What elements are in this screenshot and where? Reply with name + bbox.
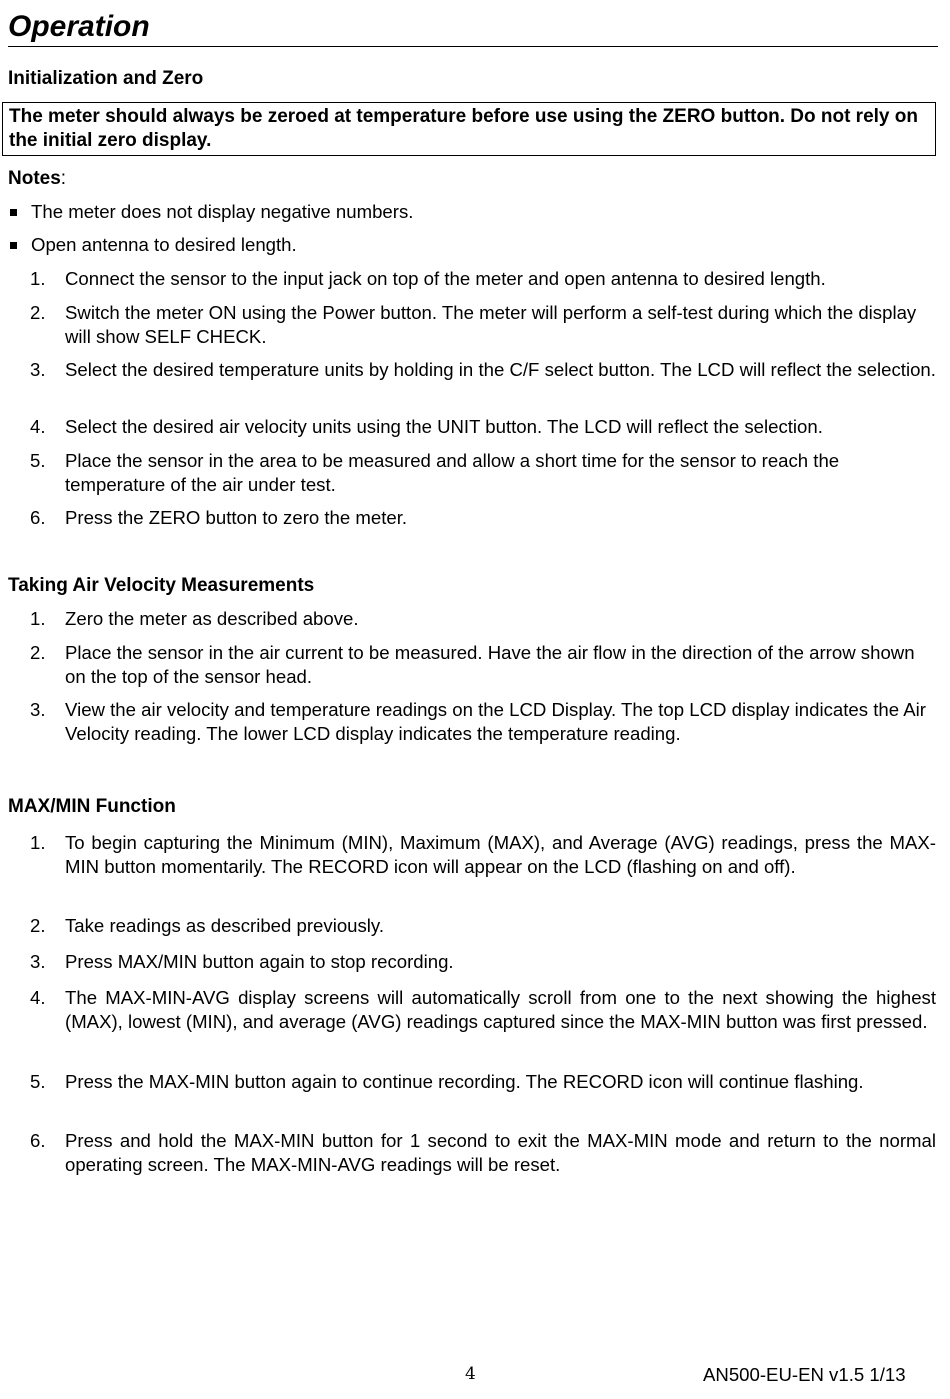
init-step [30, 506, 936, 530]
maxmin-step [30, 950, 936, 974]
step-number: 6. [30, 1130, 46, 1151]
step-number: 4. [30, 416, 46, 437]
maxmin-step [30, 1070, 936, 1094]
step-text: Select the desired temperature units by holding in the C/F select button. The LCD will reflect the selection. [65, 359, 936, 380]
document-id: AN500-EU-EN v1.5 1/13 [703, 1364, 906, 1385]
section-heading-maxmin: MAX/MIN Function [8, 796, 176, 817]
init-step [30, 301, 936, 349]
step-number: 4. [30, 987, 46, 1008]
maxmin-step [30, 986, 936, 1034]
section-heading-initialization: Initialization and Zero [8, 68, 204, 89]
step-text: The MAX-MIN-AVG display screens will automatically scroll from one to the next showing the highest (MAX), lowest (MIN), and average (AVG) readings captured since the MAX-MIN button was first pressed. [65, 987, 936, 1032]
step-number: 1. [30, 608, 46, 629]
notes-label [8, 167, 66, 191]
velocity-step [30, 641, 936, 689]
step-text: Connect the sensor to the input jack on top of the meter and open antenna to desired length. [65, 268, 826, 289]
notes-label-text: Notes [8, 168, 61, 189]
step-text: To begin capturing the Minimum (MIN), Maximum (MAX), and Average (AVG) readings, press the MAX-MIN button momentarily. The RECORD icon will appear on the LCD (flashing on and off). [65, 832, 936, 877]
step-number: 3. [30, 951, 46, 972]
init-step [30, 415, 936, 439]
page-title: Operation [8, 8, 938, 47]
step-text: Switch the meter ON using the Power button. The meter will perform a self-test during which the display will show SELF CHECK. [65, 302, 917, 347]
step-number: 1. [30, 268, 46, 289]
maxmin-step [30, 831, 936, 879]
step-number: 1. [30, 832, 46, 853]
init-step [30, 358, 936, 382]
page-number: 4 [465, 1364, 476, 1384]
note-bullet-text: The meter does not display negative numbers. [31, 201, 414, 222]
init-step [30, 267, 936, 291]
maxmin-step [30, 914, 936, 938]
square-bullet-icon [10, 209, 17, 216]
step-number: 5. [30, 1071, 46, 1092]
step-number: 3. [30, 359, 46, 380]
step-text: Press the MAX-MIN button again to continue recording. The RECORD icon will continue flashing. [65, 1071, 864, 1092]
note-bullet-text: Open antenna to desired length. [31, 234, 297, 255]
step-text: Take readings as described previously. [65, 915, 385, 936]
step-number: 6. [30, 507, 46, 528]
notes-label-colon: : [60, 168, 67, 189]
step-number: 3. [30, 699, 46, 720]
step-text: View the air velocity and temperature readings on the LCD Display. The top LCD display indicates the Air Velocity reading. The lower LCD display indicates the temperature reading. [65, 699, 926, 744]
section-heading-velocity: Taking Air Velocity Measurements [8, 575, 315, 596]
step-number: 2. [30, 302, 46, 323]
step-number: 2. [30, 915, 46, 936]
step-text: Place the sensor in the air current to be measured. Have the air flow in the direction of the arrow shown on the top of the sensor head. [65, 642, 915, 687]
zero-warning-box: The meter should always be zeroed at temperature before use using the ZERO button. Do not rely on the initial zero display. [2, 102, 936, 156]
maxmin-step [30, 1129, 936, 1177]
step-text: Press the ZERO button to zero the meter. [65, 507, 408, 528]
step-text: Press and hold the MAX-MIN button for 1 second to exit the MAX-MIN mode and return to the normal operating screen. The MAX-MIN-AVG readings will be reset. [65, 1130, 936, 1175]
step-number: 2. [30, 642, 46, 663]
velocity-step [30, 607, 936, 631]
square-bullet-icon [10, 242, 17, 249]
step-text: Press MAX/MIN button again to stop recording. [65, 951, 454, 972]
velocity-step [30, 698, 936, 746]
step-text: Place the sensor in the area to be measured and allow a short time for the sensor to reach the temperature of the air under test. [65, 450, 840, 495]
step-text: Select the desired air velocity units using the UNIT button. The LCD will reflect the selection. [65, 416, 823, 437]
step-text: Zero the meter as described above. [65, 608, 359, 629]
init-step [30, 449, 936, 497]
step-number: 5. [30, 450, 46, 471]
